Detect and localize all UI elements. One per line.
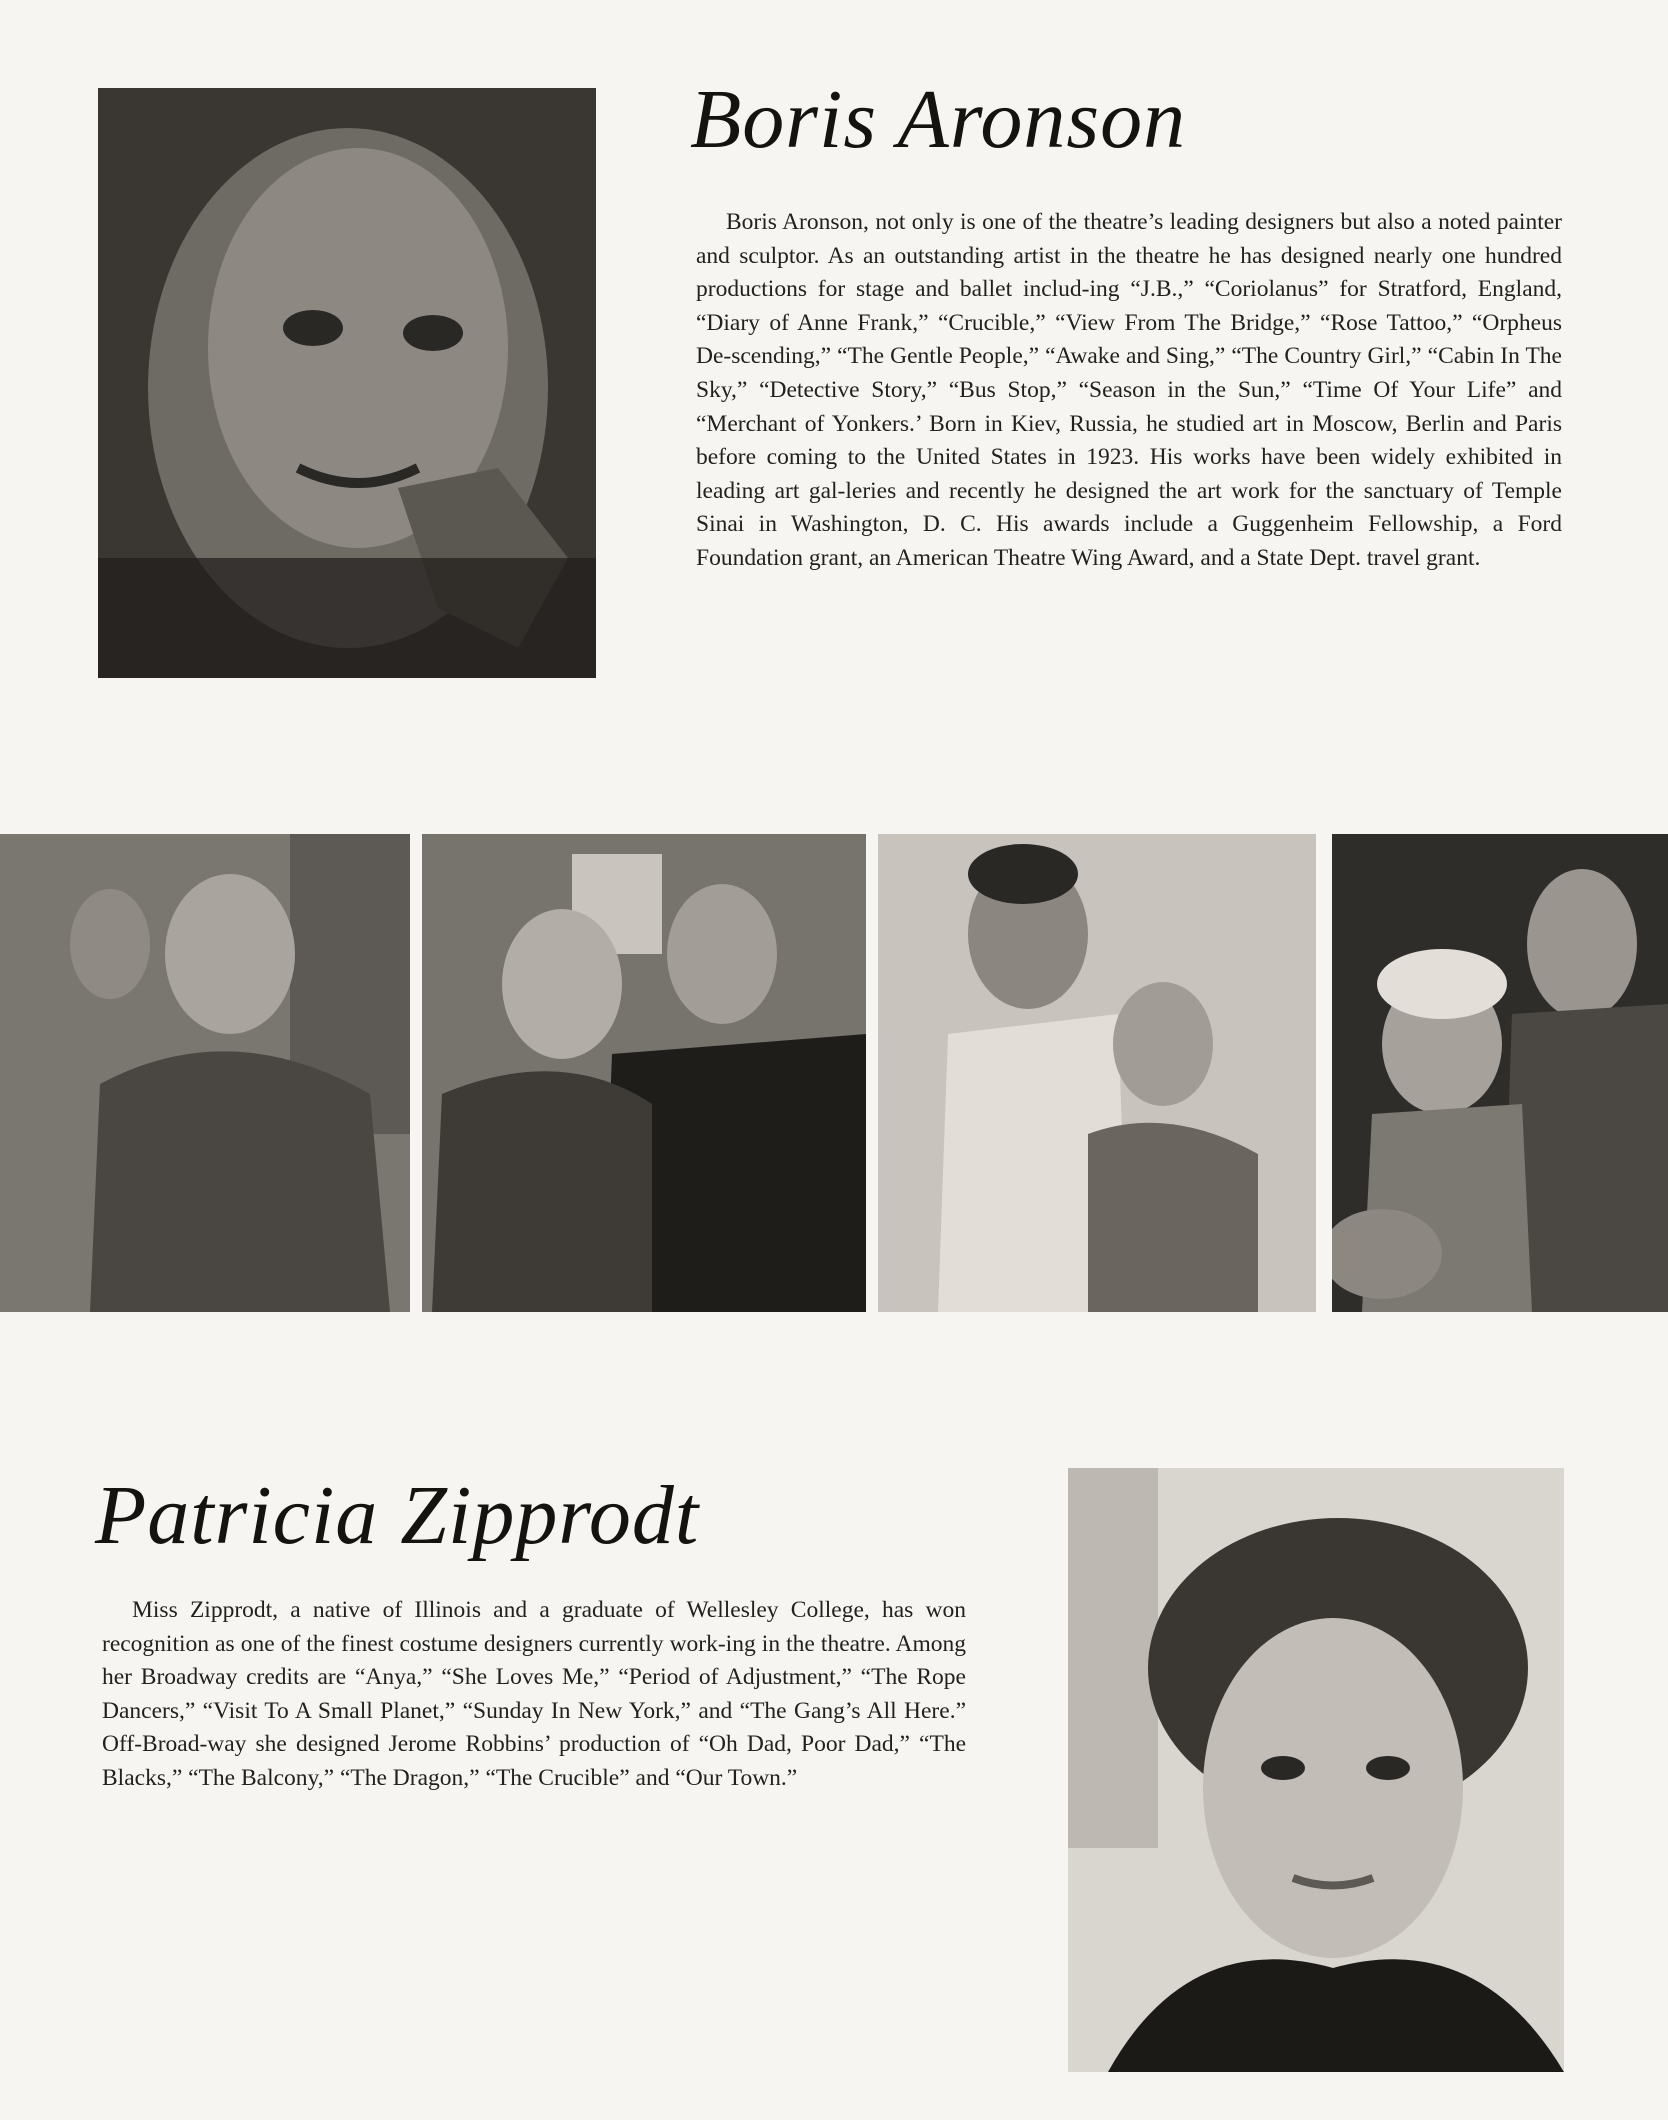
bio-boris-aronson: Boris Aronson, not only is one of the theatre’s leading designers but also a noted painter and sculptor. As an outstanding artist in the theatre he has designed nearly one hundred productions for stage and ballet includ-ing “J.B.,” “Coriolanus” for Stratford, England, “Diary of Anne Frank,” “Crucible,” “View From The Bridge,” “Rose Tattoo,” “Orpheus De-scending,” “The Gentle People,” “Awake and Sing,” “The Country Girl,” “Cabin In The Sky,” “Detective Story,” “Bus Stop,” “Season in the Sun,” “Time Of Your Life” and “Merchant of Yonkers.’ Born in Kiev, Russia, he studied art in Moscow, Berlin and Paris before coming to the United States in 1923. His works have been widely exhibited in leading art gal-leries and recently he designed the art work for the sanctuary of Temple Sinai in Washington, D. C. His awards include a Guggenheim Fellowship, a Ford Foundation grant, an American Theatre Wing Award, and a State Dept. travel grant. xyxy=(696,209,1562,571)
heading-patricia-zipprodt: Patricia Zipprodt xyxy=(95,1469,700,1562)
production-photo-4-drawing xyxy=(1332,834,1668,1312)
production-photo-3 xyxy=(878,834,1316,1312)
production-photo-2 xyxy=(422,834,866,1312)
portrait-boris-aronson xyxy=(98,88,596,678)
portrait-patricia-zipprodt xyxy=(1068,1468,1564,2072)
portrait-aronson-drawing xyxy=(98,88,596,678)
production-photo-1-drawing xyxy=(0,834,410,1312)
production-photo-4 xyxy=(1332,834,1668,1312)
heading-boris-aronson: Boris Aronson xyxy=(690,73,1187,166)
bio-patricia-zipprodt: Miss Zipprodt, a native of Illinois and a graduate of Wellesley College, has won recognition as one of the finest costume designers currently work-ing in the theatre. Among her Broadway credits are “Anya,” “She Loves Me,” “Period of Adjustment,” “The Rope Dancers,” “Visit To A Small Planet,” “Sunday In New York,” and “The Gang’s All Here.” Off-Broad-way she designed Jerome Robbins’ production of “Oh Dad, Poor Dad,” “The Blacks,” “The Balcony,” “The Dragon,” “The Crucible” and “Our Town.” xyxy=(102,1597,966,1791)
production-photo-1 xyxy=(0,834,410,1312)
production-photo-2-drawing xyxy=(422,834,866,1312)
portrait-zipprodt-drawing xyxy=(1068,1468,1564,2072)
production-photo-3-drawing xyxy=(878,834,1316,1312)
